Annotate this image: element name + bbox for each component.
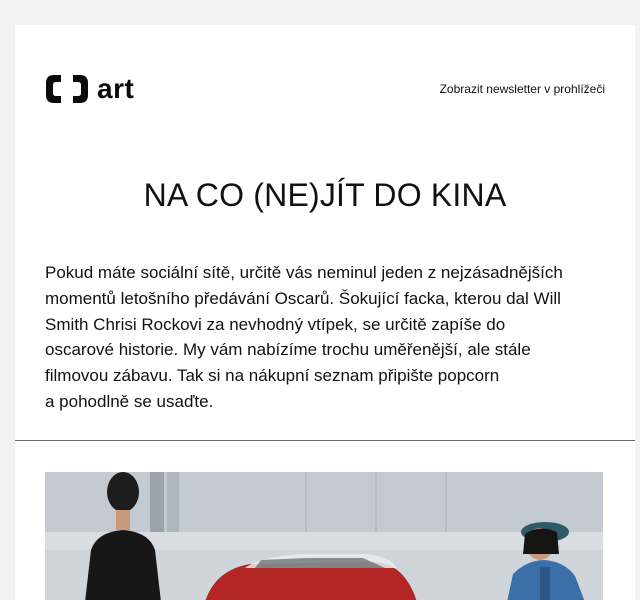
newsletter-header: [45, 73, 605, 107]
intro-paragraph: [45, 260, 605, 415]
newsletter-card: [15, 25, 635, 600]
ct-logo-icon: [45, 74, 89, 104]
intro-line: oscarové historie. My vám nabízíme trochu uměřenější, ale stále: [45, 340, 531, 360]
intro-line: a pohodlně se usaďte.: [45, 391, 214, 411]
intro-line: filmovou zábavu. Tak si na nákupní seznam připište popcorn: [45, 366, 500, 386]
film-still-image[interactable]: [45, 472, 603, 600]
film-still-illustration: [45, 472, 603, 600]
section-divider: [15, 440, 635, 441]
intro-line: Smith Chrisi Rockovi za nevhodný vtípek, se určitě zapíše do: [45, 314, 506, 334]
brand-logo[interactable]: [45, 73, 134, 105]
logo-text: art: [97, 73, 135, 104]
intro-line: momentů letošního předávání Oscarů. Šokující facka, kterou dal Will: [45, 288, 561, 308]
view-in-browser-link[interactable]: Zobrazit newsletter v prohlížeči: [439, 82, 605, 96]
intro-line: Pokud máte sociální sítě, určitě vás neminul jeden z nejzásadnějších: [45, 263, 563, 282]
page-title: NA CO (NE)JÍT DO KINA: [143, 177, 507, 213]
